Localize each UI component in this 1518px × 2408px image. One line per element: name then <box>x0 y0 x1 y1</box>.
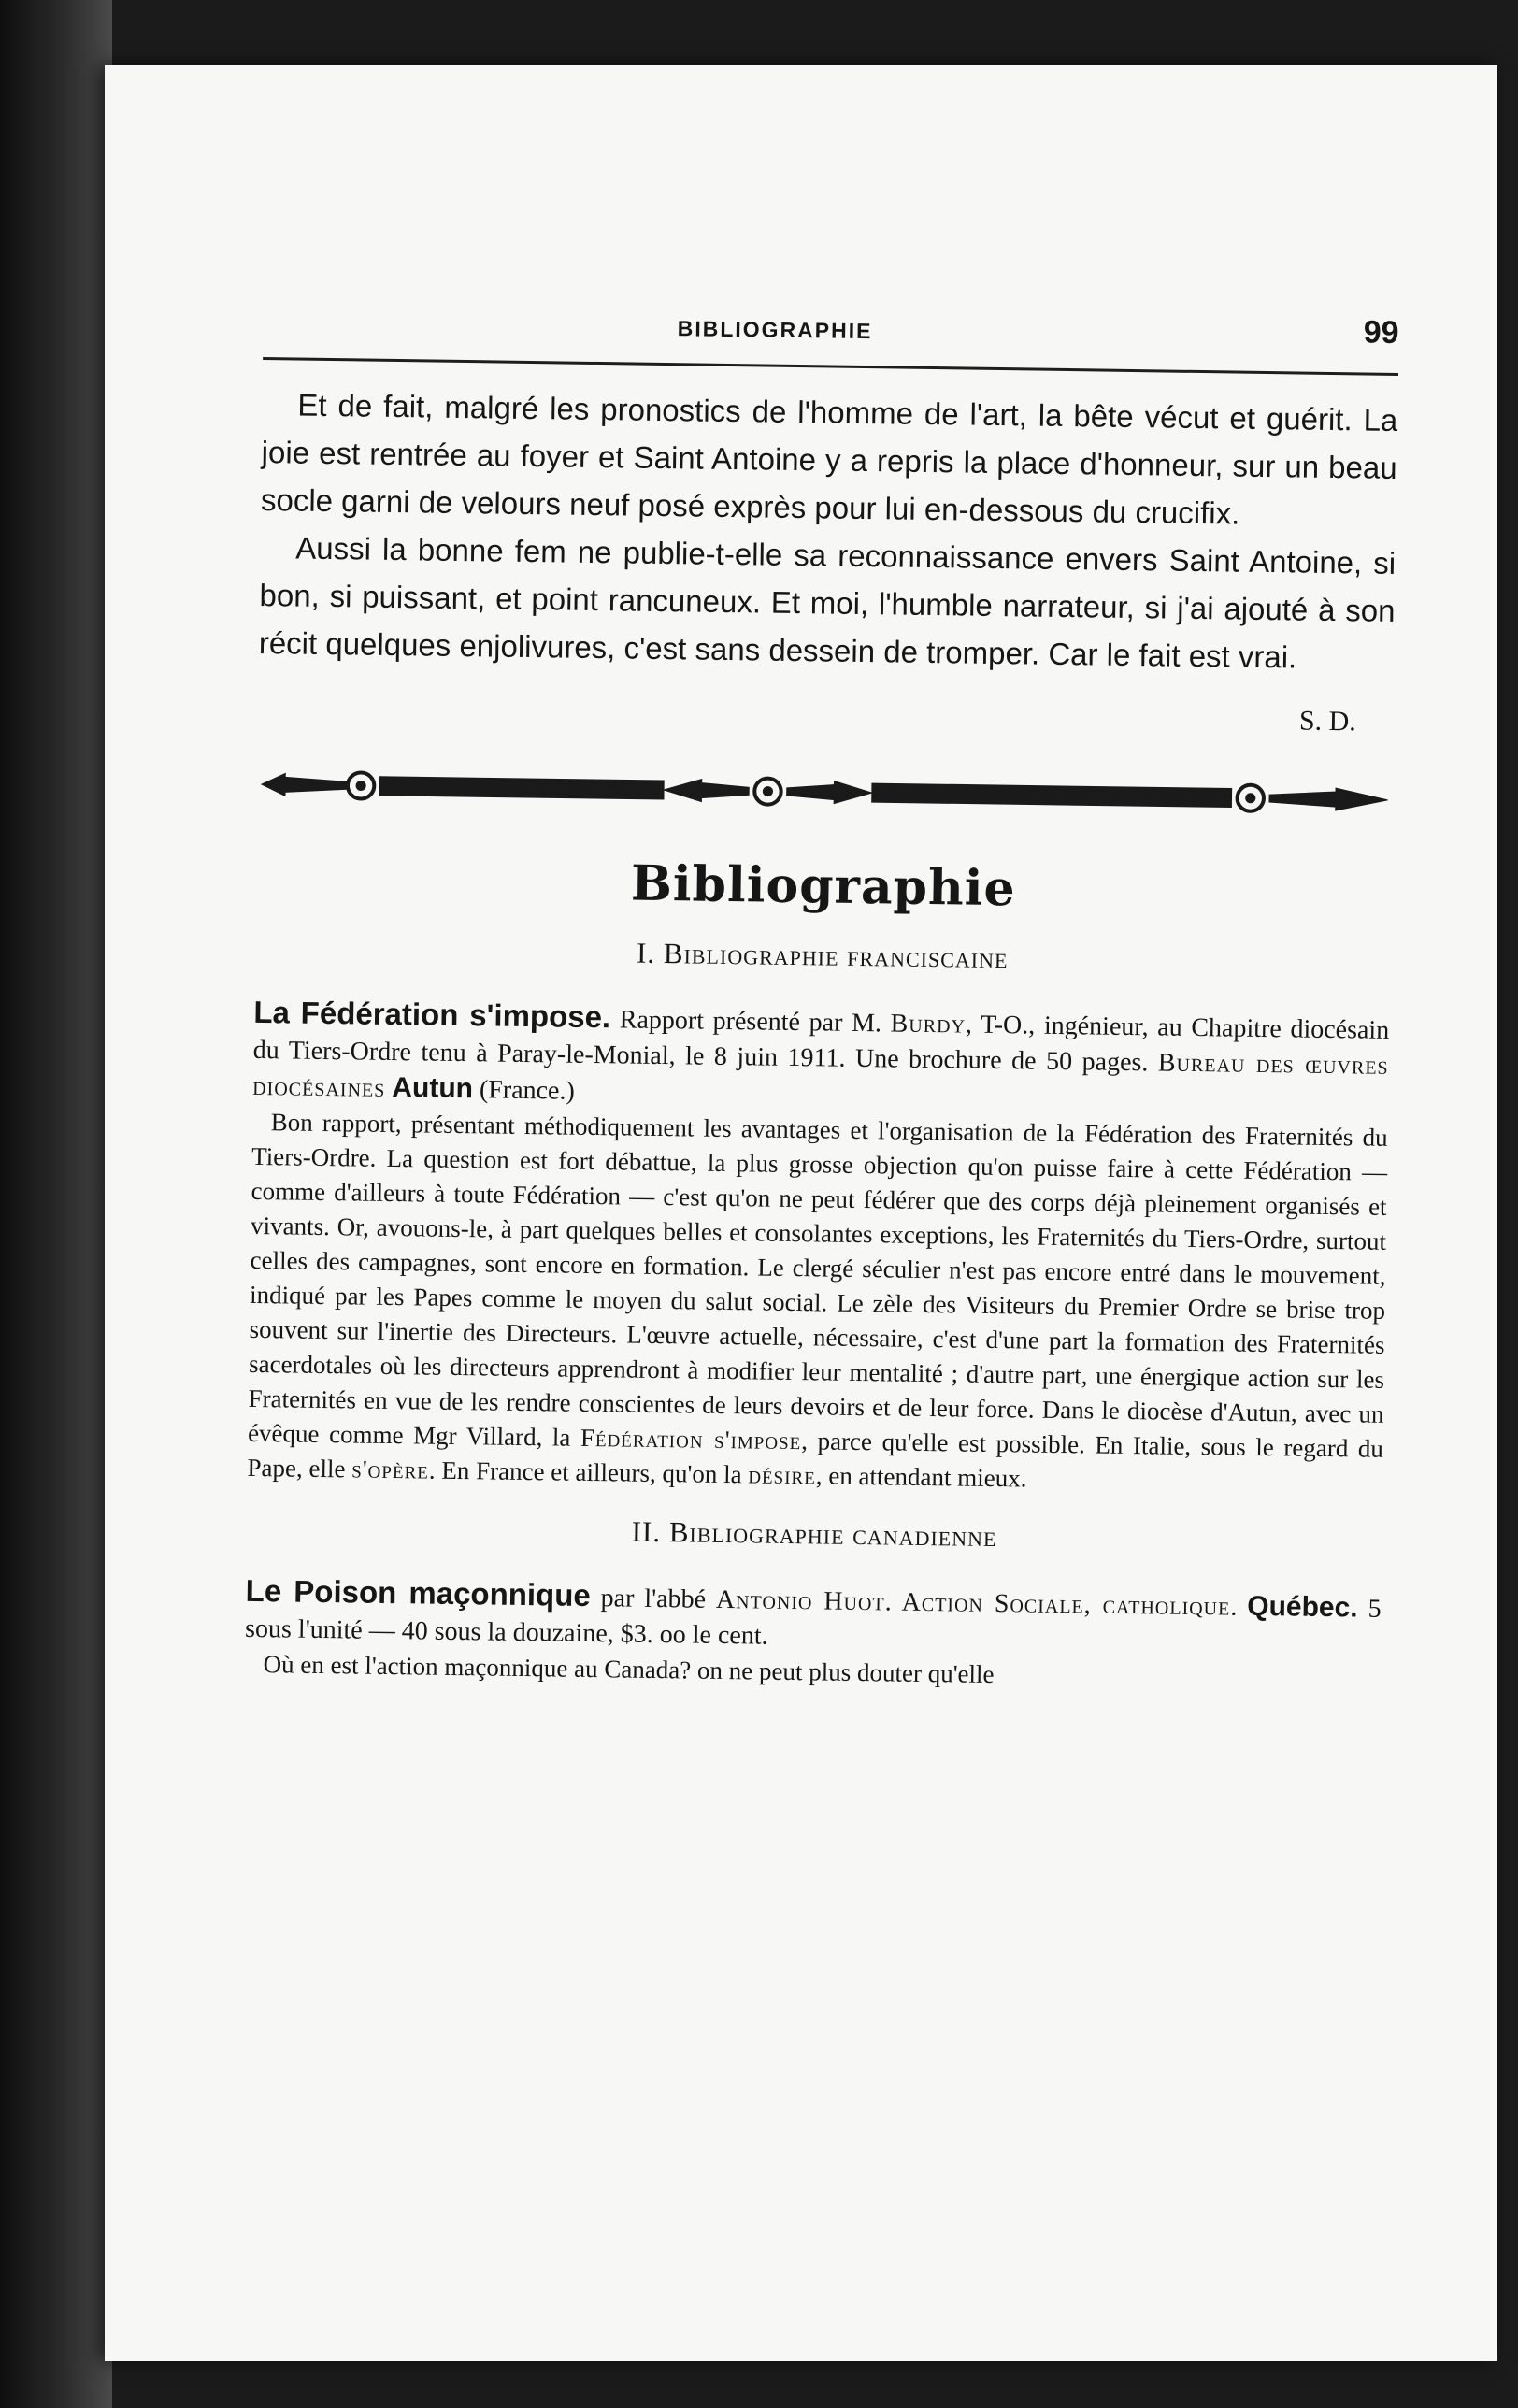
running-title: BIBLIOGRAPHIE <box>677 316 873 344</box>
decorative-ornament <box>256 756 1393 828</box>
entry-title: Le Poison maçonnique <box>245 1572 592 1613</box>
page-number: 99 <box>1363 314 1399 351</box>
entry-country: (France.) <box>472 1075 576 1106</box>
entry-city: Québec. <box>1247 1590 1358 1624</box>
review-text: . En France et ailleurs, qu'on la <box>428 1455 749 1489</box>
entry-publisher: Action Sociale, catholique <box>901 1587 1231 1622</box>
review-emphasis: désire <box>748 1460 817 1490</box>
entry-title: La Fédération s'impose. <box>253 994 611 1035</box>
story-signature: S. D. <box>1298 705 1357 738</box>
entry-publisher: Bureau des œuvres diocésaines <box>252 1048 1389 1103</box>
review-emphasis: s'opère <box>351 1455 430 1484</box>
subsection-heading-1: I. Bibliographie franciscaine <box>636 936 1009 975</box>
story-paragraph-2: Aussi la bonne fem ne publie-t-elle sa reconnaissance envers Saint Antoine, si bon, si puissant, et point rancuneux. Et moi, l'humble narrateur, si j'ai ajouté à son récit quelques enjolivures, c'est sans dessein de tromper. Car le fait est vrai. <box>258 530 1396 675</box>
bibliography-entry-1 <box>252 995 1390 1121</box>
entry-review-1 <box>247 1105 1388 1501</box>
review-text: Bon rapport, présentant méthodiquement les avantages et l'organisation de la Fédération des Fraternités du Tiers-Ordre. La question est fort débattue, la plus grosse objection qu'on puisse faire à cette Fédération — comme d'ailleurs à toute Fédération — c'est qu'on ne peut fédérer que des corps déjà pleinement organisés et vivants. Or, avouons-le, à part quelques belles et consolantes exceptions, les Fraternités du Tiers-Ordre, surtout celles des campagnes, sont encore en formation. Le clergé séculier n'est pas encore entré dans le mouvement, indiqué par les Papes comme le moyen du salut social. Le zèle des Visiteurs du Premier Ordre se brise trop souvent sur l'inertie des Directeurs. L'œuvre actuelle, nécessaire, c'est d'une part la formation des Fraternités sacerdotales où les directeurs apprendront à modifier leur mentalité ; d'autre part, une énergique action sur les Fraternités en vue de les rendre conscientes de leurs devoirs et de leur force. Dans le diocèse d'Autun, avec un évêque comme Mgr Villard, la <box>247 1108 1388 1452</box>
book-page <box>105 65 1497 2361</box>
entry-text: . <box>884 1587 902 1617</box>
entry-text: par l'abbé <box>590 1584 717 1614</box>
entry-text: Rapport présenté par M. <box>609 1005 891 1039</box>
book-gutter <box>0 0 112 2408</box>
entry-text: , T-O., ingénieur, au Chapitre diocésain du Tiers-Ordre tenu à Paray-le-Monial, le 8 juin 1911. Une brochure de 50 pages. <box>252 1010 1390 1078</box>
section-title: Bibliographie <box>630 854 1017 918</box>
ornament-rule-icon <box>256 756 1393 828</box>
page-content <box>244 299 1399 1698</box>
entry-author: Antonio Huot <box>715 1584 885 1617</box>
entry-text: . <box>1230 1592 1248 1622</box>
entry-author: Burdy <box>890 1009 967 1039</box>
review-emphasis: Fédération s'impose <box>580 1423 802 1455</box>
review-text: , en attendant mieux. <box>815 1461 1027 1493</box>
subsection-heading-2: II. Bibliographie canadienne <box>631 1514 997 1554</box>
review-text: , parce qu'elle est possible. En Italie, sous le regard du Pape, elle <box>247 1426 1384 1484</box>
entry-city: Autun <box>392 1072 474 1105</box>
entry-review-2: Où en est l'action maçonnique au Canada? on ne peut plus douter qu'elle <box>263 1650 995 1689</box>
entry-price: 5 sous l'unité — 40 sous la douzaine, $3. oo le cent. <box>244 1594 1382 1651</box>
story-paragraph-1: Et de fait, malgré les pronostics de l'homme de l'art, la bête vécut et guérit. La joie est rentrée au foyer et Saint Antoine y a repris la place d'honneur, sur un beau socle garni de velours neuf posé exprès pour lui en-dessous du crucifix. <box>260 387 1398 531</box>
